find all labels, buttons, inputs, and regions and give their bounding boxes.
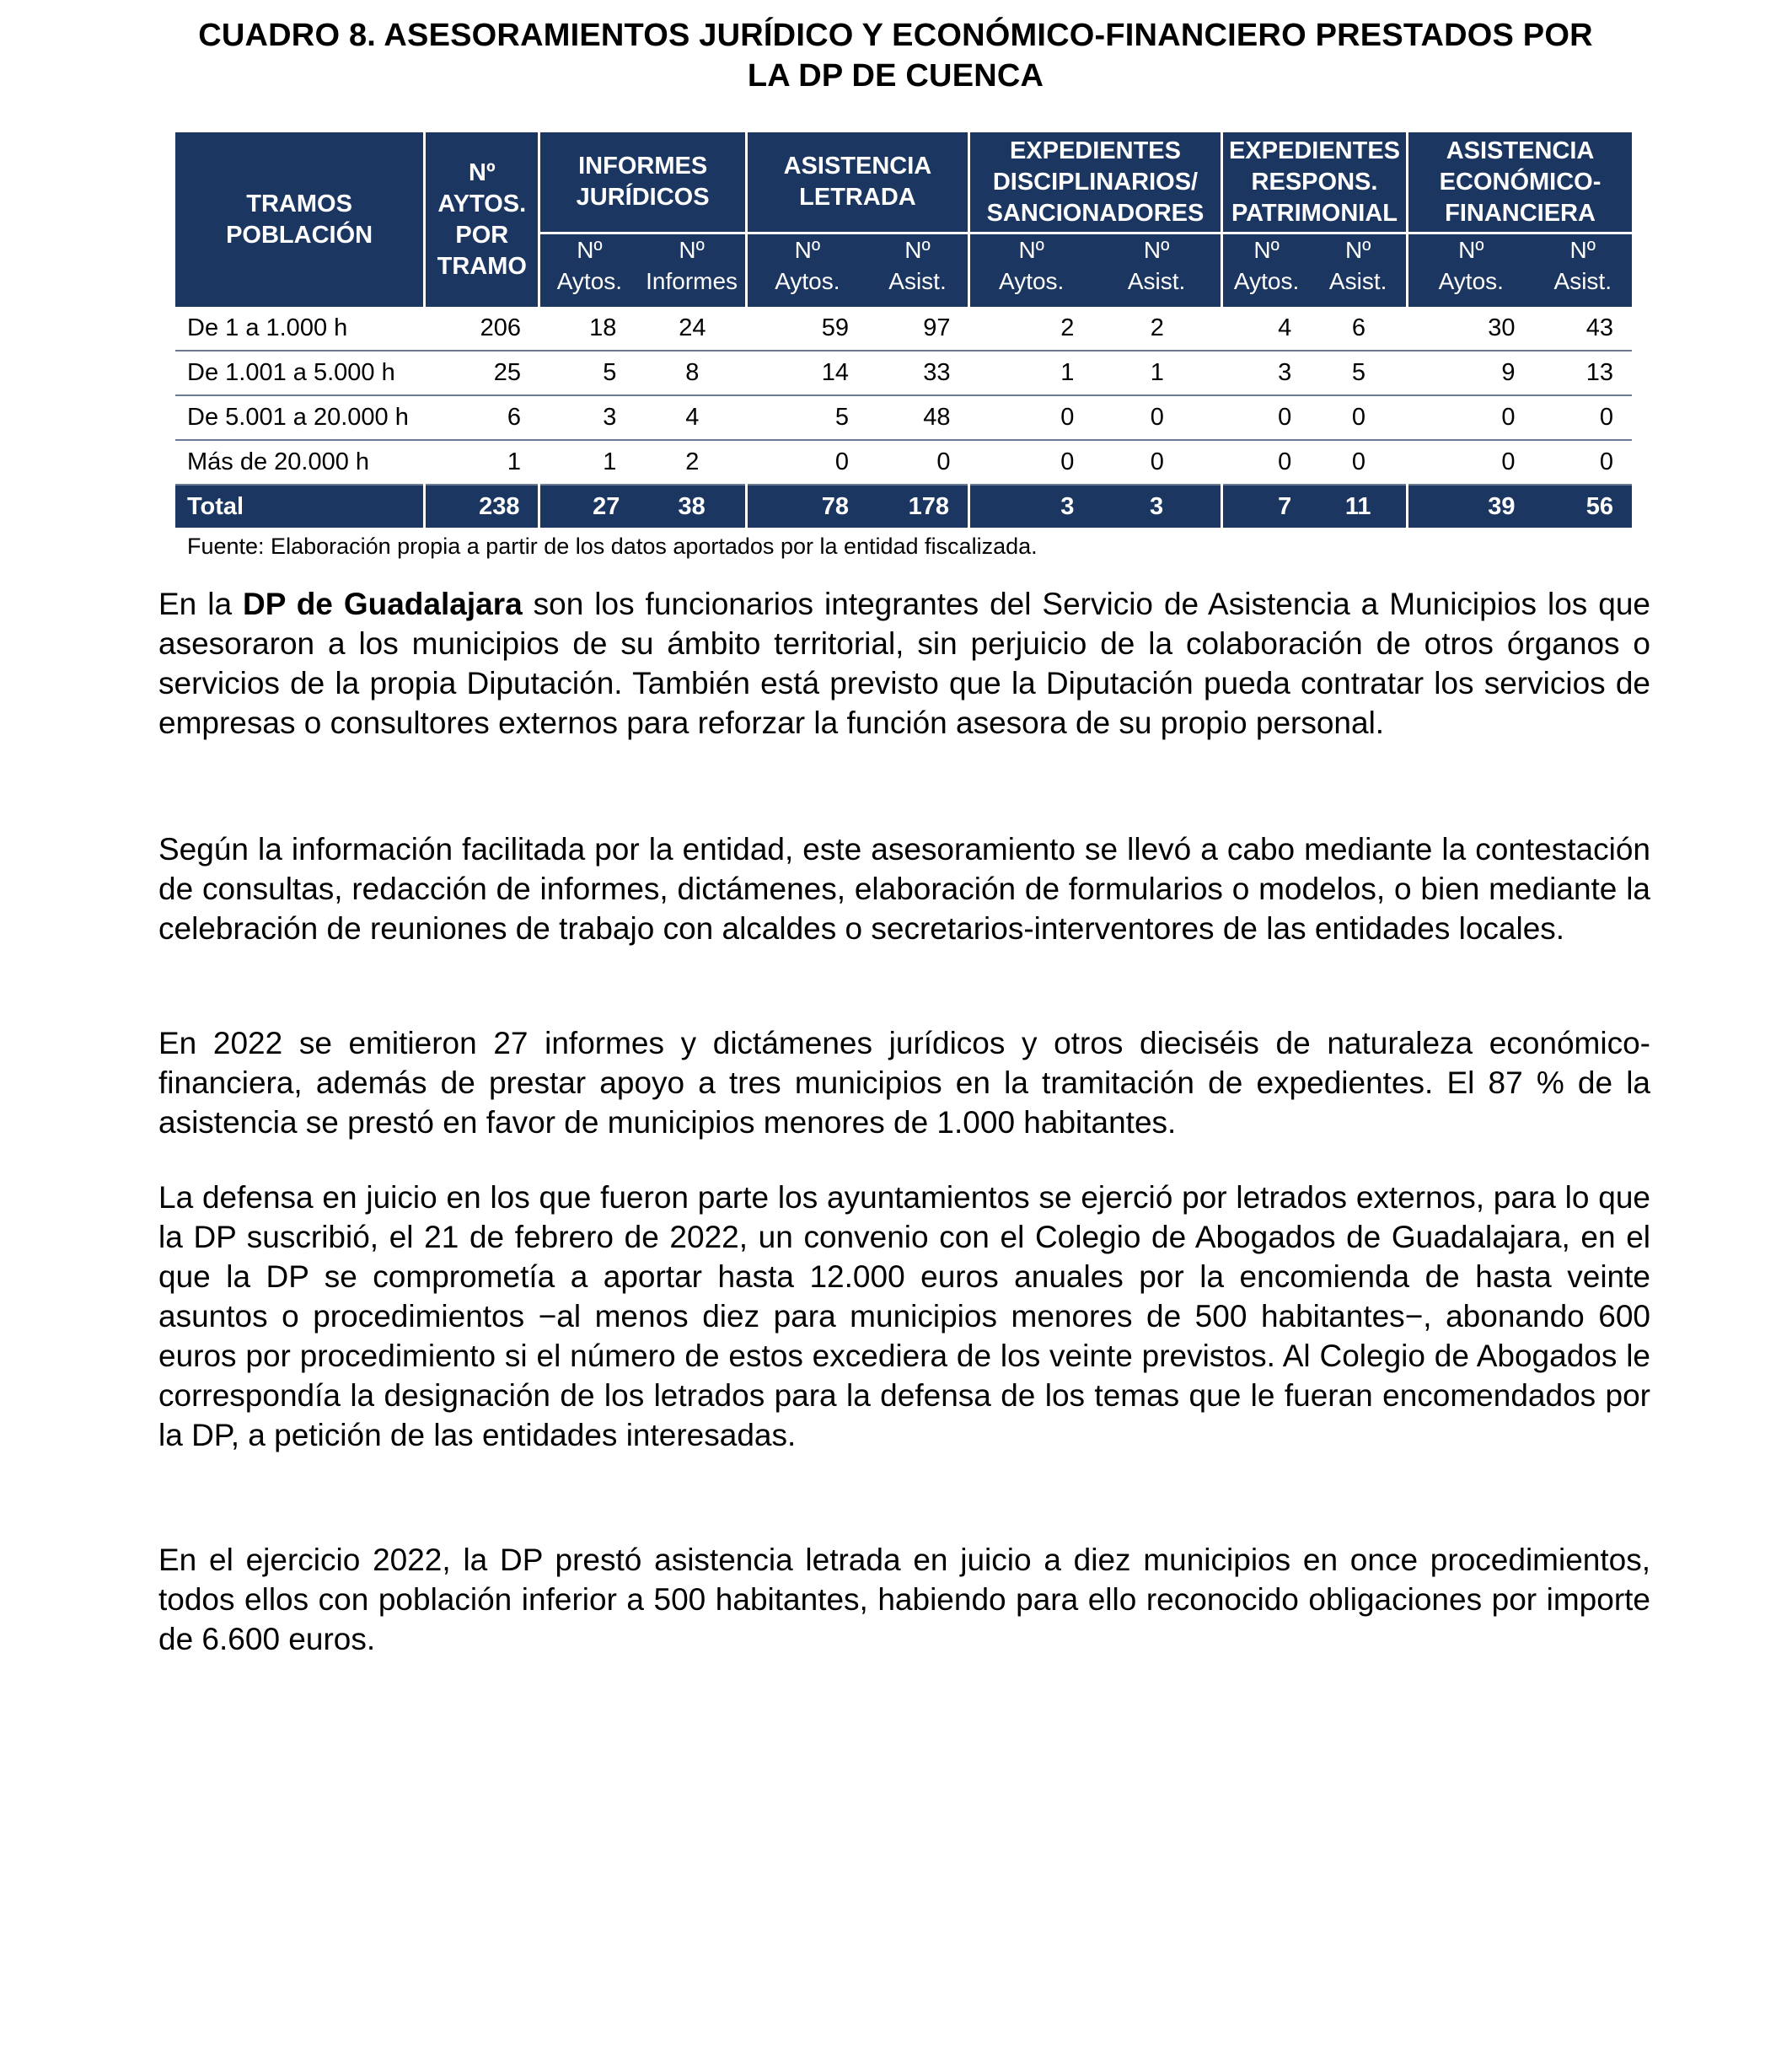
cell: 1	[425, 440, 539, 485]
subheader-cell: Nº Asist.	[1092, 233, 1221, 308]
total-cell: 27	[539, 485, 638, 528]
total-cell: 11	[1310, 485, 1407, 528]
cell: 18	[539, 307, 638, 351]
subheader-cell: Nº Asist.	[1534, 233, 1632, 308]
cuadro-8-table	[175, 132, 1632, 528]
cell: 43	[1534, 307, 1632, 351]
cell: 2	[969, 307, 1093, 351]
row-label: De 5.001 a 20.000 h	[175, 395, 425, 440]
header-asistencia-economico-financiera: ASISTENCIA ECONÓMICO- FINANCIERA	[1408, 132, 1632, 233]
cell: 59	[746, 307, 867, 351]
subheader-cell: Nº Aytos.	[1408, 233, 1534, 308]
cell: 24	[638, 307, 746, 351]
total-cell: 178	[867, 485, 969, 528]
total-row	[175, 485, 1632, 528]
cell: 1	[539, 440, 638, 485]
cell: 30	[1408, 307, 1534, 351]
table-title	[126, 15, 1665, 96]
cell: 97	[867, 307, 969, 351]
paragraph-4: La defensa en juicio en los que fueron parte los ayuntamientos se ejerció por letrados externos, para lo que la DP suscribió, el 21 de febrero de 2022, un convenio con el Colegio de Abogados de Guadalajara, en el que la DP se comprometía a aportar hasta 12.000 euros anuales por la encomienda de hasta veinte asuntos o procedimientos −al menos diez para municipios menores de 500 habitantes−, abonando 600 euros por procedimiento si el número de estos excediera de los veinte previstos. Al Colegio de Abogados le correspondía la designación de los letrados para la defensa de los temas que le fueran encomendados por la DP, a petición de las entidades interesadas.	[158, 1180, 1650, 1452]
cell: 206	[425, 307, 539, 351]
paragraph-5: En el ejercicio 2022, la DP prestó asistencia letrada en juicio a diez municipios en once procedimientos, todos ellos con población inferior a 500 habitantes, habiendo para ello reconocido obligaciones por importe de 6.600 euros.	[158, 1543, 1650, 1656]
paragraph-3: En 2022 se emitieron 27 informes y dictámenes jurídicos y otros dieciséis de naturaleza económico-financiera, además de prestar apoyo a tres municipios en la tramitación de expedientes. El 87 % de la asistencia se prestó en favor de municipios menores de 1.000 habitantes.	[158, 1026, 1650, 1140]
cell: 1	[969, 351, 1093, 395]
total-cell: 3	[969, 485, 1093, 528]
cell: 0	[1408, 440, 1534, 485]
subheader-cell: Nº Aytos.	[539, 233, 638, 308]
table-title-line-1: CUADRO 8. ASESORAMIENTOS JURÍDICO Y ECONÓMICO-FINANCIERO PRESTADOS POR	[198, 18, 1593, 53]
paragraph-1: En la DP de Guadalajara son los funcionarios integrantes del Servicio de Asistencia a Municipios los que asesoraron a los municipios de su ámbito territorial, sin perjuicio de la colaboración de otros órganos o servicios de la propia Diputación. También está previsto que la Diputación pueda contratar los servicios de empresas o consultores externos para reforzar la función asesora de su propio personal.	[158, 587, 1650, 740]
cell: 0	[1092, 440, 1221, 485]
cell: 0	[1221, 440, 1310, 485]
header-n-aytos-por-tramo: Nº AYTOS. POR TRAMO	[425, 132, 539, 307]
cell: 5	[746, 395, 867, 440]
subheader-cell: Nº Aytos.	[746, 233, 867, 308]
table-title-line-2: LA DP DE CUENCA	[747, 58, 1044, 94]
cell: 2	[638, 440, 746, 485]
header-asistencia-letrada: ASISTENCIA LETRADA	[746, 132, 968, 233]
cell: 3	[1221, 351, 1310, 395]
row-label: De 1.001 a 5.000 h	[175, 351, 425, 395]
cell: 48	[867, 395, 969, 440]
row-label: Más de 20.000 h	[175, 440, 425, 485]
header-expedientes-disciplinarios: EXPEDIENTES DISCIPLINARIOS/ SANCIONADORES	[969, 132, 1222, 233]
header-tramos-poblacion: TRAMOS POBLACIÓN	[175, 132, 425, 307]
cell: 0	[1092, 395, 1221, 440]
cell: 4	[638, 395, 746, 440]
cell: 4	[1221, 307, 1310, 351]
table-row	[175, 307, 1632, 351]
row-label: De 1 a 1.000 h	[175, 307, 425, 351]
cell: 0	[1408, 395, 1534, 440]
total-cell: 7	[1221, 485, 1310, 528]
subheader-cell: Nº Asist.	[1310, 233, 1407, 308]
cell: 33	[867, 351, 969, 395]
total-cell: 238	[425, 485, 539, 528]
cell: 0	[746, 440, 867, 485]
cell: 0	[1221, 395, 1310, 440]
cell: 5	[539, 351, 638, 395]
total-cell: 56	[1534, 485, 1632, 528]
table-row	[175, 395, 1632, 440]
cell: 25	[425, 351, 539, 395]
header-expedientes-respons-patrimonial: EXPEDIENTES RESPONS. PATRIMONIAL	[1221, 132, 1407, 233]
cell: 13	[1534, 351, 1632, 395]
subheader-cell: Nº Aytos.	[1221, 233, 1310, 308]
table-source-note: Fuente: Elaboración propia a partir de los datos aportados por la entidad fiscalizada.	[187, 534, 1038, 559]
cell: 0	[1534, 440, 1632, 485]
subheader-cell: Nº Aytos.	[969, 233, 1093, 308]
cell: 14	[746, 351, 867, 395]
cell: 0	[1310, 440, 1407, 485]
header-informes-juridicos: INFORMES JURÍDICOS	[539, 132, 746, 233]
cell: 3	[539, 395, 638, 440]
cell: 1	[1092, 351, 1221, 395]
subheader-cell: Nº Informes	[638, 233, 746, 308]
cell: 6	[1310, 307, 1407, 351]
table-row	[175, 351, 1632, 395]
cell: 0	[1310, 395, 1407, 440]
cell: 0	[969, 440, 1093, 485]
cell: 2	[1092, 307, 1221, 351]
total-label: Total	[175, 485, 425, 528]
total-cell: 39	[1408, 485, 1534, 528]
cell: 5	[1310, 351, 1407, 395]
total-cell: 78	[746, 485, 867, 528]
total-cell: 3	[1092, 485, 1221, 528]
subheader-cell: Nº Asist.	[867, 233, 969, 308]
cell: 0	[867, 440, 969, 485]
paragraph-2: Según la información facilitada por la entidad, este asesoramiento se llevó a cabo mediante la contestación de consultas, redacción de informes, dictámenes, elaboración de formularios o modelos, o bien mediante la celebración de reuniones de trabajo con alcaldes o secretarios-interventores de las entidades locales.	[158, 832, 1650, 946]
total-cell: 38	[638, 485, 746, 528]
cell: 9	[1408, 351, 1534, 395]
cell: 6	[425, 395, 539, 440]
cell: 0	[969, 395, 1093, 440]
bold-entity-name: DP de Guadalajara	[243, 587, 523, 621]
cell: 8	[638, 351, 746, 395]
table-row	[175, 440, 1632, 485]
cell: 0	[1534, 395, 1632, 440]
